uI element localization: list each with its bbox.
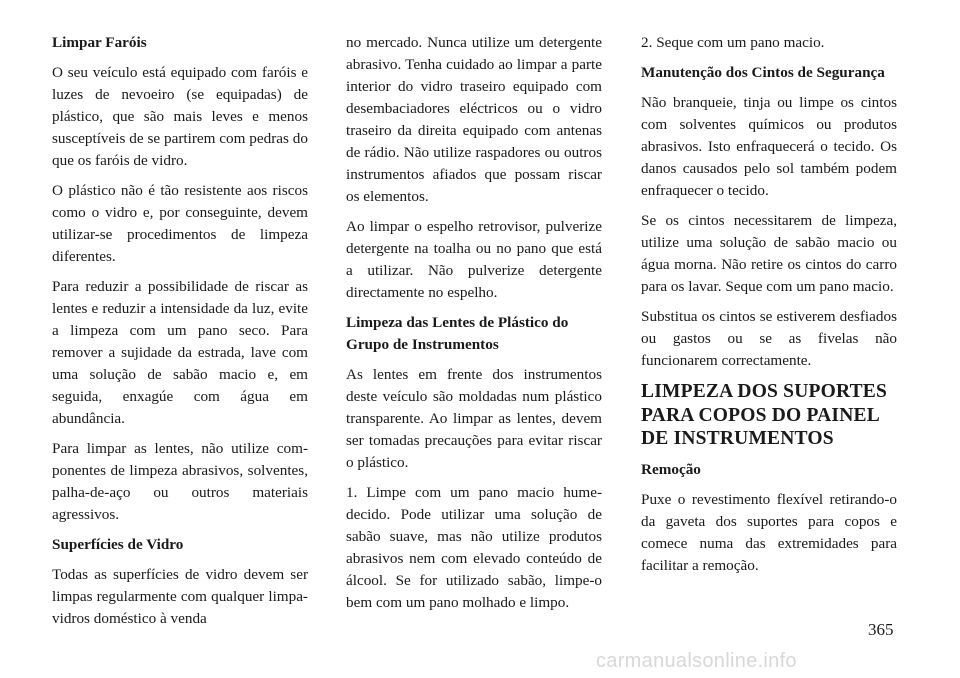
heading-superficies-de-vidro: Superfícies de Vidro: [52, 536, 184, 553]
page-number: 365: [868, 620, 894, 639]
watermark-text: carmanualsonline.info: [596, 650, 797, 672]
section-title-suportes-copos: LIMPEZA DOS SUPORTES PARA COPOS DO PAINEL DE INSTRUMENTOS: [641, 381, 888, 449]
paragraph: no mercado. Nunca utilize um detergente abrasivo. Tenha cuidado ao limpar a parte interior do vidro traseiro equipado com desembaciadores eléctricos ou o vidro traseiro da direita equipado com antenas de rádio. Não utilize raspadores ou outros instrumentos afiados que possam riscar os elementos.: [346, 34, 602, 205]
heading-manutencao-cintos: Manutenção dos Cintos de Segurança: [641, 64, 885, 81]
paragraph: Não branqueie, tinja ou limpe os cintos com solventes químicos ou produtos abrasivos. Isto enfraquecerá o tecido. Os danos causados pelo sol também podem enfraquecer o tecido.: [641, 94, 897, 199]
paragraph: Puxe o revestimento flexível retirando-o da gaveta dos suportes para copos e comece numa das extremidades para facilitar a remoção.: [641, 490, 897, 574]
paragraph: As lentes em frente dos instrumentos deste veículo são moldadas num plástico transparente. Ao limpar as lentes, devem ser tomadas precauções para evitar riscar o plástico.: [346, 366, 602, 471]
text-column-1: [52, 32, 308, 638]
paragraph: Substitua os cintos se estiverem desfiados ou gastos ou se as fivelas não funcionarem correctamente.: [641, 308, 897, 369]
paragraph: Todas as superfícies de vidro devem ser limpas regularmente com qualquer limpa-vidros doméstico à venda: [52, 566, 308, 627]
heading-limpeza-lentes: Limpeza das Lentes de Plástico do Grupo de Instrumentos: [346, 314, 569, 353]
text-column-3: [641, 32, 897, 585]
step-1: 1. Limpe com um pano macio humedecido. Pode utilizar uma solução de sabão suave, mas não utilize produtos abrasivos nem com elevado conteúdo de álcool. Se for utilizado sabão, limpe-o bem com um pano molhado e limpo.: [346, 484, 602, 611]
paragraph: Para reduzir a possibilidade de riscar as lentes e reduzir a intensidade da luz, evite a limpeza com um pano seco. Para remover a sujidade da estrada, lave com uma solução de sabão macio e, em seguida, enxagúe com água em abundância.: [52, 278, 308, 427]
heading-remocao: Remoção: [641, 460, 701, 478]
step-2: 2. Seque com um pano macio.: [641, 34, 825, 51]
heading-limpar-farois: Limpar Faróis: [52, 34, 147, 51]
paragraph: O seu veículo está equipado com faróis e luzes de nevoeiro (se equipadas) de plástico, que são mais leves e menos susceptíveis de se partirem com pedras do que os faróis de vidro.: [52, 64, 308, 169]
paragraph: Ao limpar o espelho retrovisor, pulverize detergente na toalha ou no pano que está a utilizar. Não pulverize detergente directamente no espelho.: [346, 218, 602, 301]
paragraph: O plástico não é tão resistente aos riscos como o vidro e, por conseguinte, devem utilizar-se procedimentos de limpeza diferentes.: [52, 182, 308, 265]
text-column-2: [346, 32, 602, 622]
paragraph: Se os cintos necessitarem de limpeza, utilize uma solução de sabão macio ou água morna. Não retire os cintos do carro para os lavar. Seque com um pano macio.: [641, 212, 897, 295]
paragraph: Para limpar as lentes, não utilize componentes de limpeza abrasivos, solventes, palha-de-aço ou outros materiais agressivos.: [52, 440, 308, 523]
